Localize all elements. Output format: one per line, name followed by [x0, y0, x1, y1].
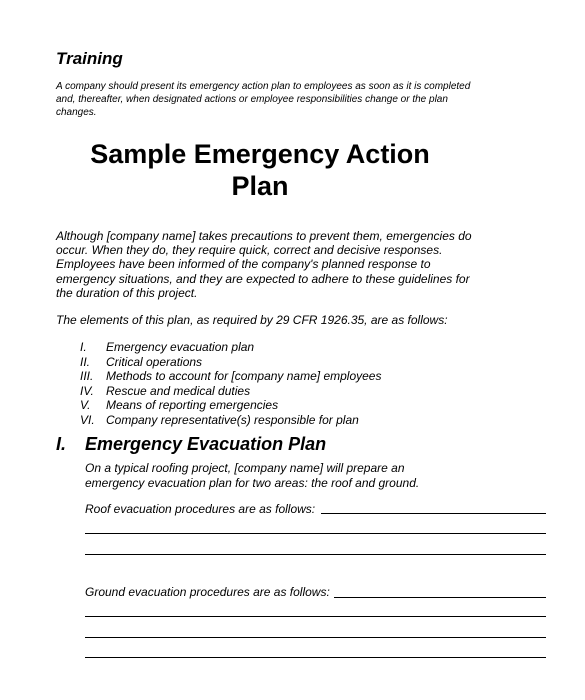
list-item-number: VI. — [80, 412, 95, 427]
page-title-line-2: Plan — [231, 171, 289, 201]
list-item — [80, 398, 381, 413]
roof-fill-line-2 — [85, 533, 546, 534]
list-item-text: Company representative(s) responsible for plan — [106, 412, 359, 427]
list-item-number: I. — [80, 340, 87, 354]
ground-fill-line-3 — [85, 637, 546, 638]
ground-fill-line-4 — [85, 657, 546, 658]
elements-intro: The elements of this plan, as required by 29 CFR 1926.35, are as follows: — [56, 313, 448, 327]
list-item — [80, 369, 381, 384]
list-item-text: Rescue and medical duties — [106, 383, 251, 398]
ground-fill-line-1 — [334, 597, 546, 598]
list-item-number: II. — [80, 354, 91, 369]
section-title: Emergency Evacuation Plan — [85, 434, 327, 454]
list-item — [80, 384, 381, 399]
list-item-text: Methods to account for [company name] employees — [106, 369, 382, 383]
section-number: I. — [56, 434, 67, 454]
page-title-line-1: Sample Emergency Action — [90, 139, 430, 169]
intro-paragraph: Although [company name] takes precautions to prevent them, emergencies do occur. When they do, they require quick, correct and decisive responses. Employees have been informed of the company's planned response to emergency situations, and they are expected to adhere to these guidelines for the duration of this project. — [56, 229, 472, 300]
list-item — [80, 340, 381, 355]
list-item-number: IV. — [80, 383, 94, 398]
ground-procedures-label: Ground evacuation procedures are as follows: — [85, 585, 330, 599]
section-paragraph: On a typical roofing project, [company name] will prepare an emergency evacuation plan for two areas: the roof and ground. — [85, 461, 420, 490]
list-item-number: V. — [80, 398, 91, 412]
elements-list — [80, 340, 381, 427]
list-item — [80, 413, 381, 428]
roof-fill-line-3 — [85, 554, 546, 555]
training-paragraph: A company should present its emergency action plan to employees as soon as it is completed and, thereafter, when designated actions or employee responsibilities change or the plan changes. — [56, 81, 471, 118]
list-item-text: Means of reporting emergencies — [106, 398, 279, 412]
list-item-text: Critical operations — [106, 354, 203, 369]
training-heading: Training — [56, 49, 123, 68]
list-item — [80, 355, 381, 370]
page-title — [0, 138, 520, 202]
list-item-text: Emergency evacuation plan — [106, 340, 255, 354]
roof-fill-line-1 — [321, 513, 546, 514]
section-heading — [56, 434, 326, 455]
list-item-number: III. — [80, 369, 94, 383]
ground-fill-line-2 — [85, 616, 546, 617]
roof-procedures-label: Roof evacuation procedures are as follows: — [85, 502, 316, 516]
